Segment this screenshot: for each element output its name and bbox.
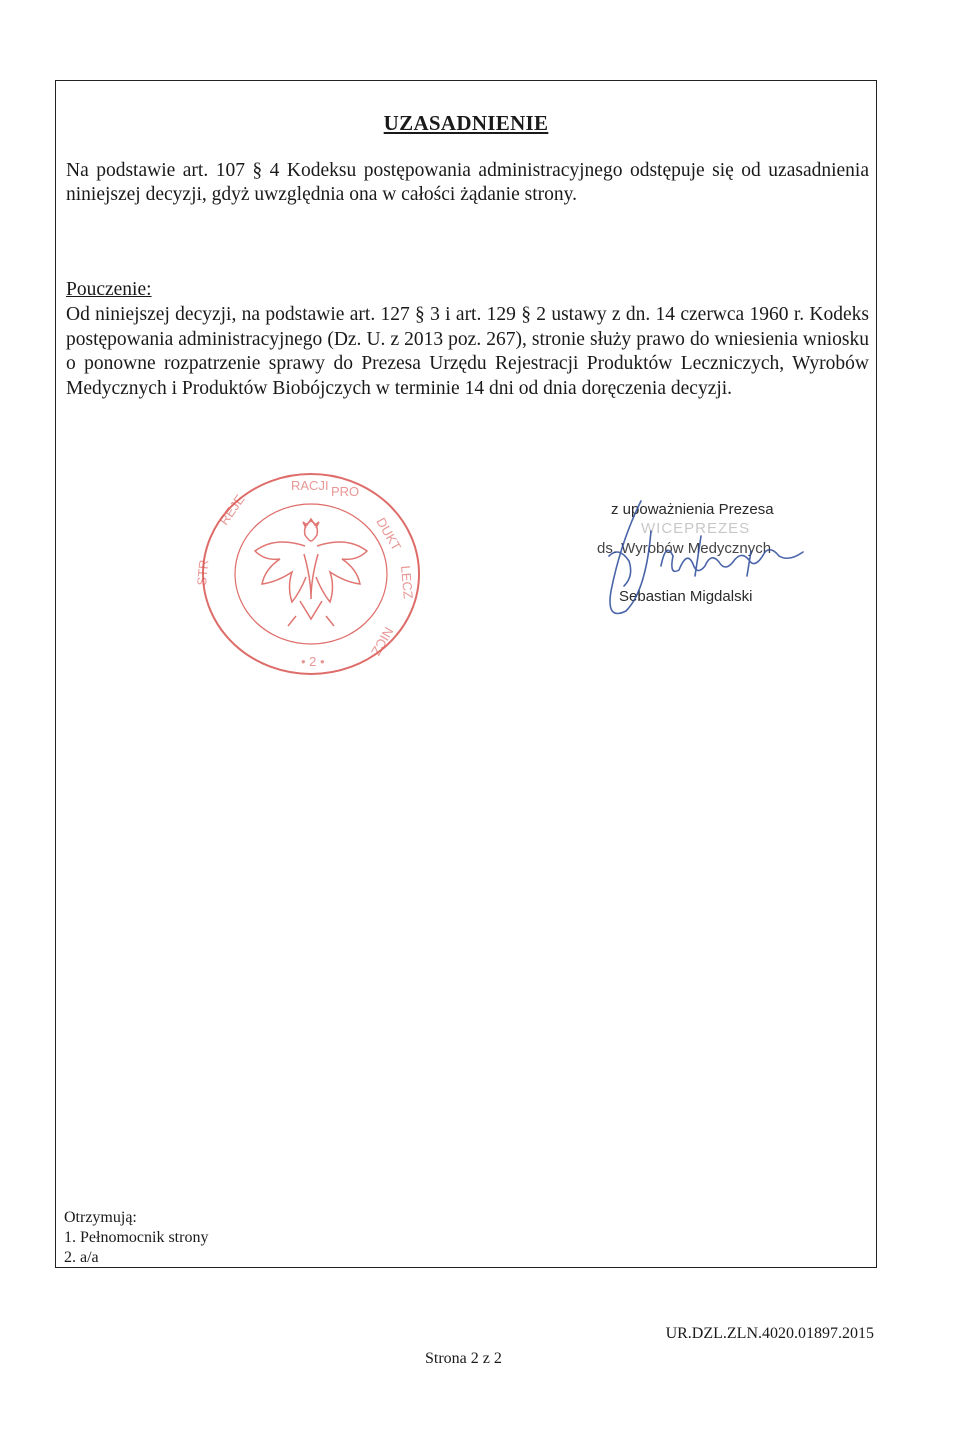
svg-text:RACJI: RACJI <box>291 478 329 493</box>
document-frame <box>55 80 877 1268</box>
svg-text:DUKT: DUKT <box>373 515 405 554</box>
svg-text:• 2 •: • 2 • <box>301 654 325 669</box>
signature-block <box>551 496 871 626</box>
signatory-name: Sebastian Migdalski <box>619 588 753 605</box>
svg-text:LECZ: LECZ <box>398 564 416 600</box>
justification-paragraph: Na podstawie art. 107 § 4 Kodeksu postępowania administracyjnego odstępuje się od uzasadnienia niniejszej decyzji, gdyż uwzględnia ona w całości żądanie strony. <box>66 160 869 205</box>
eagle-emblem-icon <box>196 466 426 681</box>
document-heading: UZASADNIENIE <box>383 111 549 135</box>
recipient-item: 2. a/a <box>64 1249 99 1266</box>
case-reference: UR.DZL.ZLN.4020.01897.2015 <box>665 1325 874 1342</box>
recipient-item: 1. Pełnomocnik strony <box>64 1229 209 1246</box>
signature-title-line: WICEPREZES <box>641 520 751 537</box>
svg-text:NICZ: NICZ <box>368 624 397 659</box>
svg-text:PRO: PRO <box>331 484 360 499</box>
page-number: Strona 2 z 2 <box>425 1350 502 1367</box>
recipients-label: Otrzymują: <box>64 1209 137 1226</box>
instruction-paragraph: Od niniejszej decyzji, na podstawie art. 127 § 3 i art. 129 § 2 ustawy z dn. 14 czerwca 1960 r. Kodeks postępowania administracyjnego (Dz. U. z 2013 poz. 267), stronie służy prawo do wniesienia wniosku o ponowne rozpatrzenie sprawy do Prezesa Urzędu Rejestracji Produktów Leczniczych, Wyrobów Medycznych i Produktów Biobójczych w terminie 14 dni od dnia doręczenia decyzji. <box>66 304 869 399</box>
handwritten-signature-icon <box>551 496 871 626</box>
svg-text:REJE: REJE <box>216 491 248 528</box>
recipients-list <box>64 1208 208 1268</box>
signature-department-line: ds. Wyrobów Medycznych <box>597 540 772 557</box>
svg-text:STR: STR <box>194 559 212 587</box>
signature-authority-line: z upoważnienia Prezesa <box>611 501 774 518</box>
instruction-label: Pouczenie: <box>66 279 152 300</box>
